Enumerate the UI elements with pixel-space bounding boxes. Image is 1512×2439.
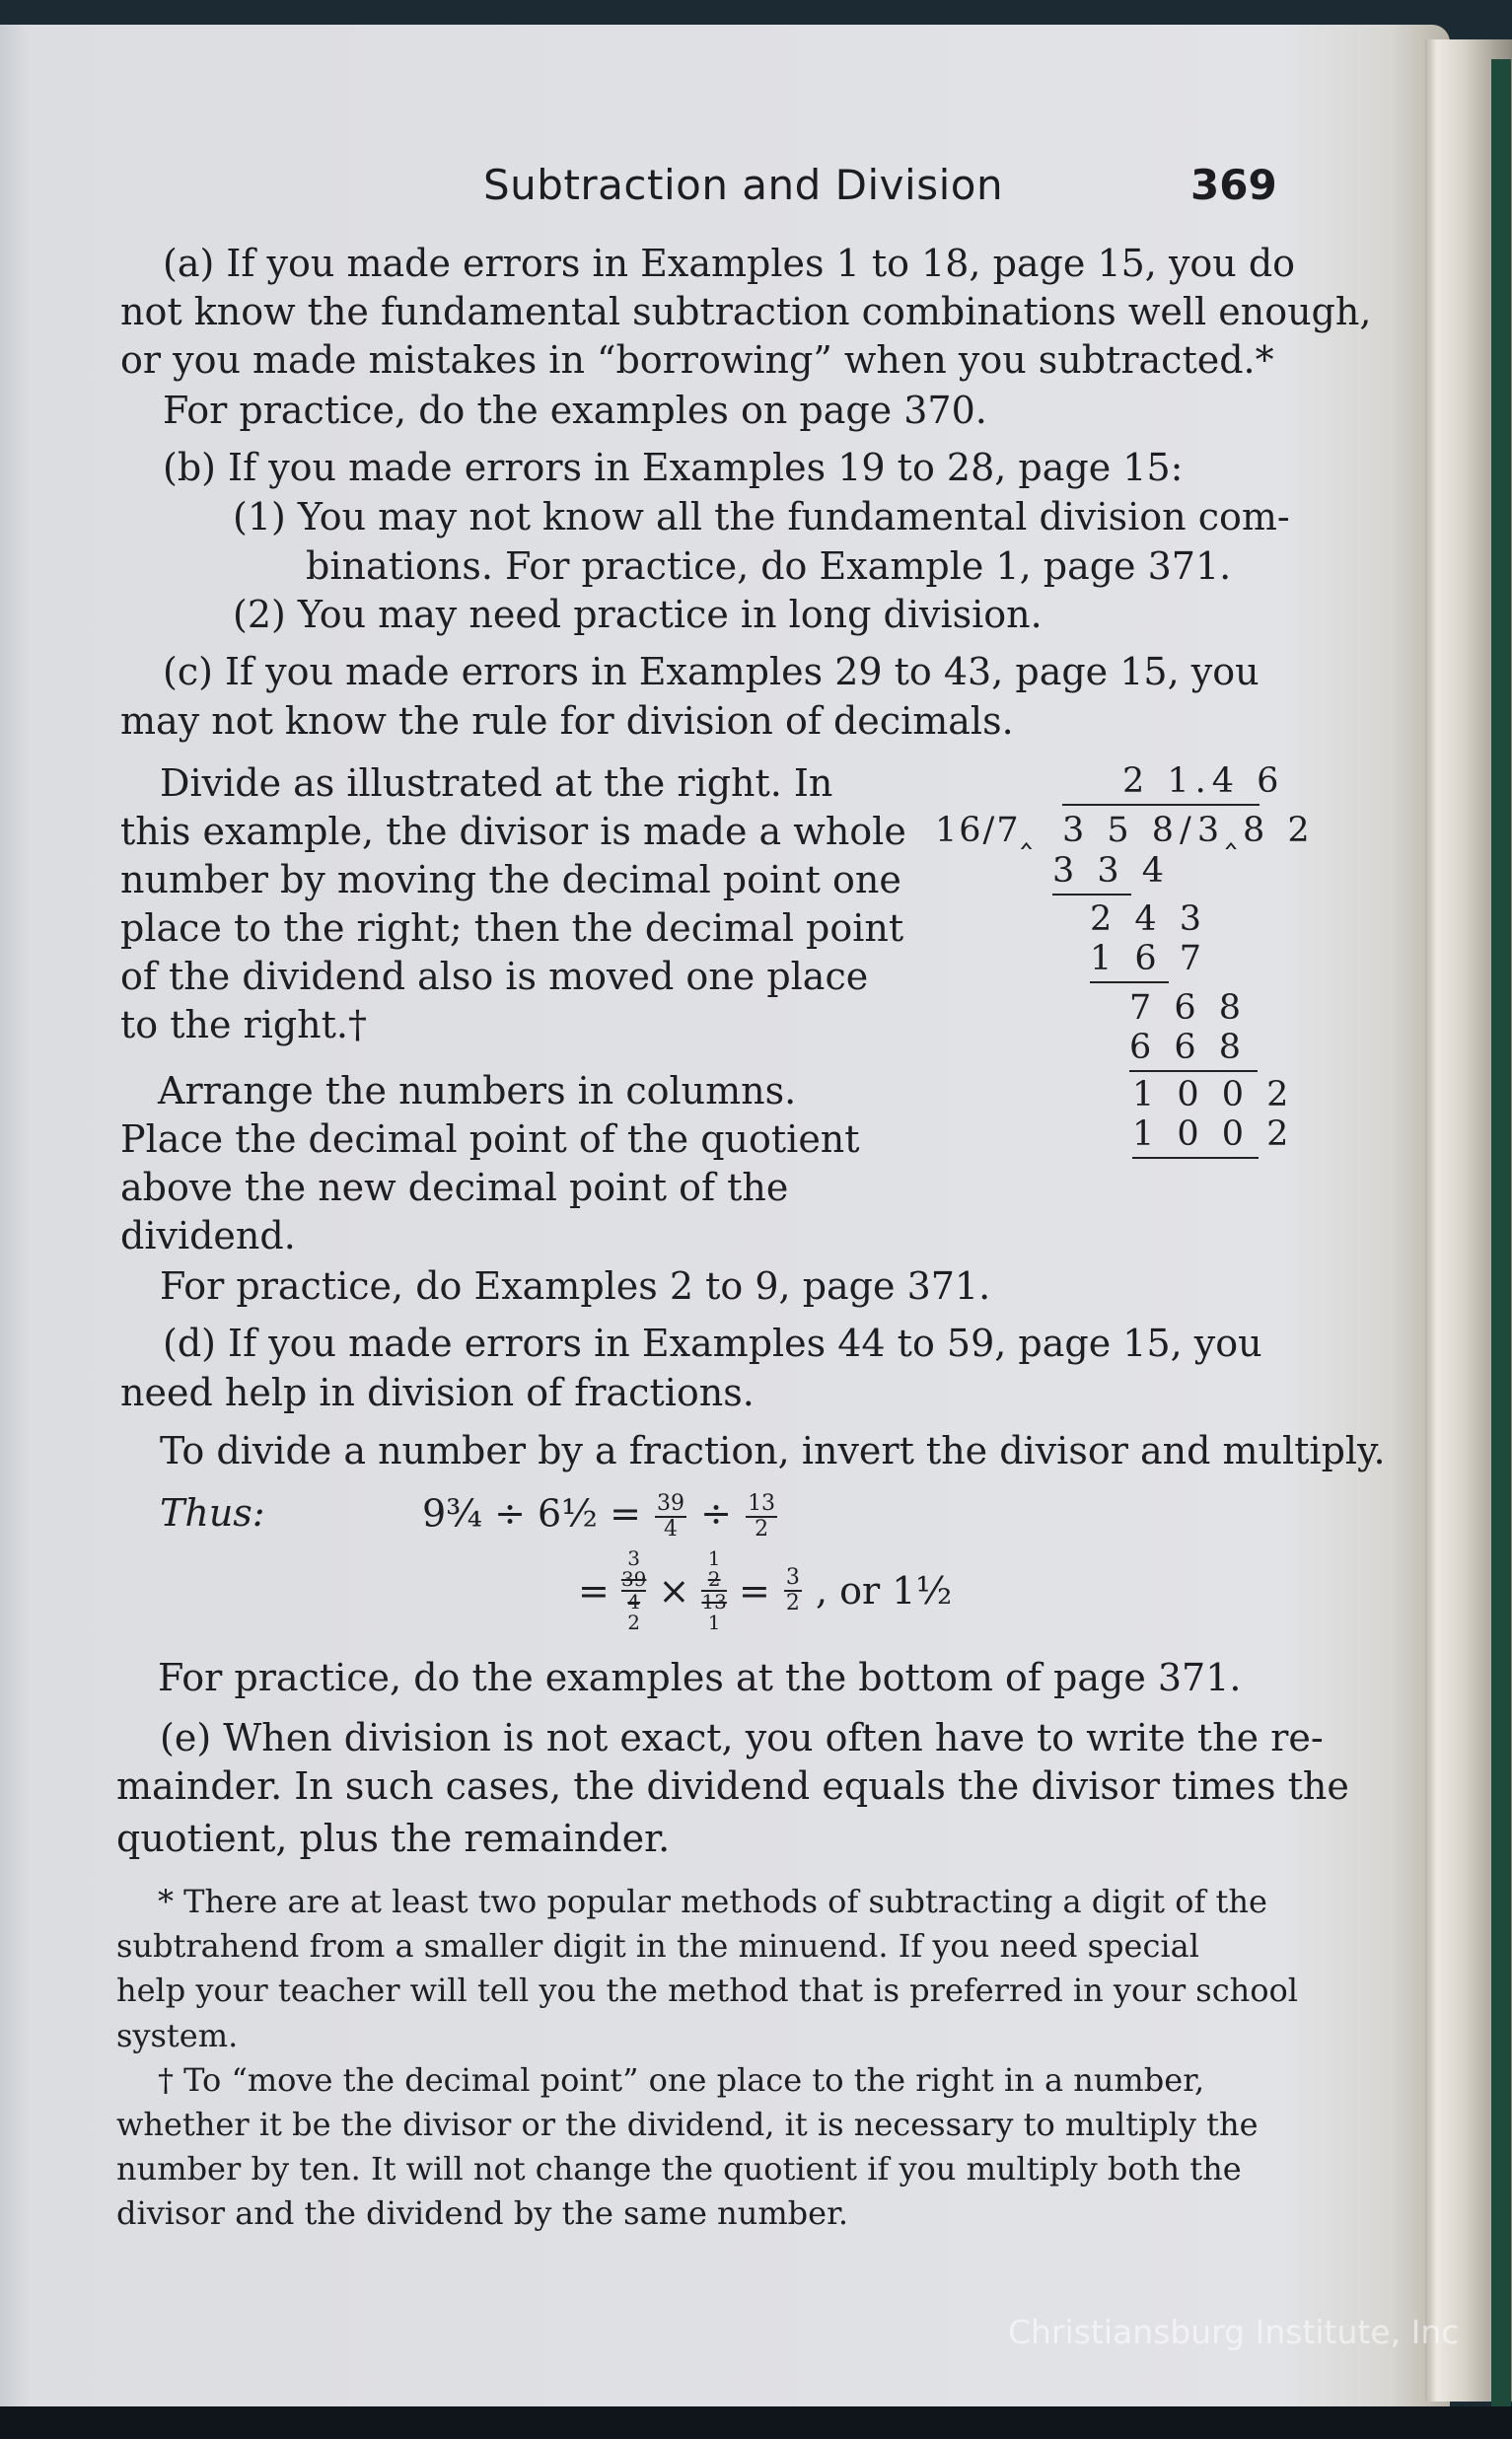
practice-d: For practice, do the examples at the bottom of page 371. bbox=[158, 1656, 1242, 1699]
para-b-line: (1) You may not know all the fundamental division com- bbox=[233, 495, 1290, 538]
or-text: , or 1½ bbox=[816, 1569, 953, 1613]
para-d-line: (d) If you made errors in Examples 44 to 59, page 15, you bbox=[163, 1322, 1262, 1365]
cancel-fraction: 1 2 13 1 bbox=[701, 1546, 727, 1634]
division-step: 1 6 7 bbox=[1090, 939, 1208, 978]
footnote-dagger-line: whether it be the divisor or the dividend, it is necessary to multiply the bbox=[116, 2106, 1259, 2143]
cancel-fraction: 3 39 4 2 bbox=[620, 1546, 647, 1634]
rule-d: To divide a number by a fraction, invert the divisor and multiply. bbox=[160, 1429, 1386, 1472]
quotient: 2 1.4 6 bbox=[1122, 761, 1285, 801]
fraction: $\frac{13}{2}$ bbox=[748, 1491, 776, 1542]
math-line-2 bbox=[578, 1548, 952, 1633]
para-b-line: (2) You may need practice in long division. bbox=[233, 593, 1043, 636]
math-lhs: 9¾ ÷ 6½ = bbox=[422, 1491, 641, 1536]
footnote-star-line: * There are at least two popular methods of subtracting a digit of the bbox=[158, 1883, 1267, 1920]
footnote-star-line: subtrahend from a smaller digit in the minuend. If you need special bbox=[116, 1927, 1199, 1965]
arrange-text-line: above the new decimal point of the bbox=[120, 1166, 789, 1209]
footnote-dagger-line: number by ten. It will not change the quotient if you multiply both the bbox=[116, 2150, 1242, 2188]
arrange-text-line: Arrange the numbers in columns. bbox=[158, 1069, 797, 1112]
division-step: 1 0 0 2 bbox=[1132, 1075, 1295, 1114]
times-sign: × bbox=[658, 1569, 690, 1613]
para-c-line: may not know the rule for division of decimals. bbox=[120, 699, 1014, 743]
div-sign: ÷ bbox=[700, 1491, 732, 1536]
arrange-text-line: Place the decimal point of the quotient bbox=[120, 1117, 860, 1161]
division-step: 1 0 0 2 bbox=[1132, 1114, 1295, 1154]
division-bar bbox=[1062, 804, 1260, 806]
division-step: 2 4 3 bbox=[1090, 899, 1208, 939]
para-e-line: quotient, plus the remainder. bbox=[116, 1817, 671, 1860]
para-a-line: not know the fundamental subtraction combinations well enough, bbox=[120, 290, 1372, 333]
book-cover-edge bbox=[1491, 59, 1511, 2406]
divide-text-line: Divide as illustrated at the right. In bbox=[160, 761, 833, 805]
step-rule bbox=[1052, 894, 1131, 896]
divide-text-line: number by moving the decimal point one bbox=[120, 858, 901, 901]
para-a-line: For practice, do the examples on page 370. bbox=[163, 389, 987, 432]
arrange-text-line: dividend. bbox=[120, 1214, 296, 1257]
step-rule bbox=[1132, 1157, 1259, 1159]
result-fraction: $\frac{3}{2}$ bbox=[785, 1564, 800, 1615]
divide-text-line: place to the right; then the decimal point bbox=[120, 906, 904, 950]
division-step: 3 3 4 bbox=[1052, 851, 1171, 891]
step-rule bbox=[1129, 1070, 1258, 1072]
division-step: 6 6 8 bbox=[1129, 1028, 1248, 1067]
footnote-dagger-line: † To “move the decimal point” one place to the right in a number, bbox=[158, 2061, 1205, 2099]
para-b-line: binations. For practice, do Example 1, page 371. bbox=[306, 544, 1232, 588]
footnote-star-line: help your teacher will tell you the method that is preferred in your school bbox=[116, 1972, 1298, 2009]
divisor: 16/7‸ bbox=[935, 811, 1035, 850]
division-step: 7 6 8 bbox=[1129, 988, 1248, 1028]
para-b-line: (b) If you made errors in Examples 19 to 28, page 15: bbox=[163, 446, 1184, 489]
watermark: Christiansburg Institute, Inc bbox=[1008, 2313, 1460, 2351]
bottom-shadow bbox=[0, 2406, 1512, 2439]
divide-text-line: to the right.† bbox=[120, 1003, 368, 1046]
footnote-star-line: system. bbox=[116, 2017, 239, 2054]
para-a-line: (a) If you made errors in Examples 1 to 18, page 15, you do bbox=[163, 242, 1296, 285]
math-line-1 bbox=[422, 1492, 779, 1542]
math-eq: = bbox=[738, 1569, 770, 1613]
divide-text-line: of the dividend also is moved one place bbox=[120, 955, 869, 998]
footnote-dagger-line: divisor and the dividend by the same number. bbox=[116, 2194, 849, 2232]
para-a-line: or you made mistakes in “borrowing” when you subtracted.* bbox=[120, 338, 1274, 382]
math-eq: = bbox=[578, 1569, 610, 1613]
thus-label: Thus: bbox=[160, 1491, 265, 1535]
running-header: Subtraction and Division bbox=[483, 161, 1004, 209]
para-e-line: mainder. In such cases, the dividend equals the divisor times the bbox=[116, 1764, 1349, 1808]
fraction: $\frac{39}{4}$ bbox=[657, 1491, 685, 1542]
step-rule bbox=[1090, 981, 1169, 983]
page-number: 369 bbox=[1190, 161, 1277, 209]
para-c-line: (c) If you made errors in Examples 29 to 43, page 15, you bbox=[163, 650, 1260, 693]
dividend: 3 5 8/3‸8 2 bbox=[1062, 811, 1316, 850]
divide-text-line: this example, the divisor is made a whole bbox=[120, 810, 906, 853]
practice-c: For practice, do Examples 2 to 9, page 371. bbox=[160, 1264, 991, 1308]
para-e-line: (e) When division is not exact, you often have to write the re- bbox=[160, 1716, 1324, 1759]
para-d-line: need help in division of fractions. bbox=[120, 1371, 755, 1414]
